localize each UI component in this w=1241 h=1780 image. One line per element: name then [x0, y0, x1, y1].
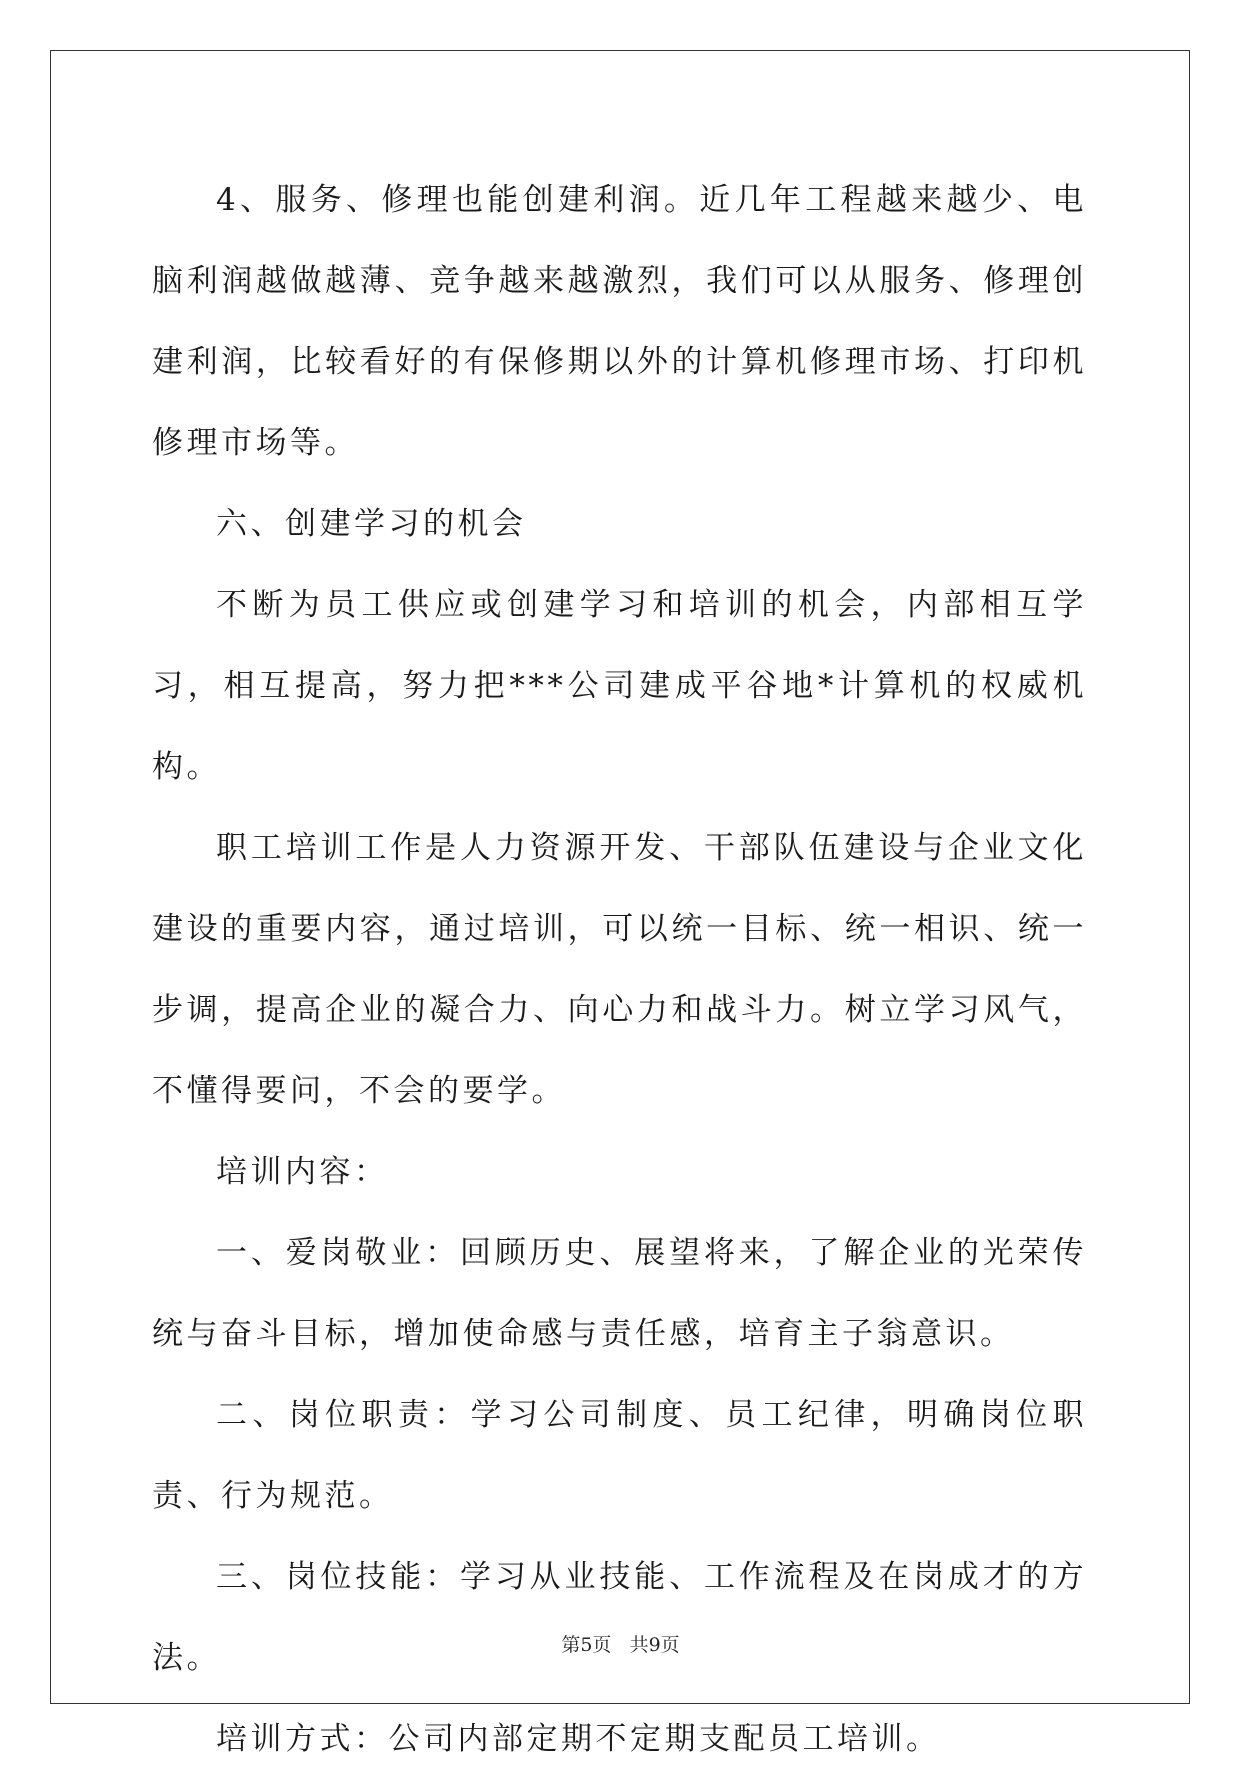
paragraph-training-importance: 职工培训工作是人力资源开发、干部队伍建设与企业文化建设的重要内容，通过培训，可以统一目标、统一相识、统一步调，提高企业的凝合力、向心力和战斗力。树立学习风气，不懂得要问，不会的要学。	[152, 830, 1087, 1109]
training-content-heading: 培训内容：	[216, 1154, 389, 1190]
page-footer	[0, 1630, 1241, 1657]
section-heading-learning: 六、创建学习的机会	[216, 506, 527, 542]
training-item-duties: 二、岗位职责：学习公司制度、员工纪律，明确岗位职责、行为规范。	[152, 1397, 1087, 1514]
page-number: 第5页	[561, 1634, 612, 1656]
training-method: 培训方式：公司内部定期不定期支配员工培训。	[216, 1721, 941, 1757]
training-item-skills: 三、岗位技能：学习从业技能、工作流程及在岗成才的方法。	[152, 1559, 1087, 1676]
training-item-dedication: 一、爱岗敬业：回顾历史、展望将来，了解企业的光荣传统与奋斗目标，增加使命感与责任感，培育主子翁意识。	[152, 1235, 1087, 1352]
document-body	[152, 160, 1087, 1780]
paragraph-learning-opportunity: 不断为员工供应或创建学习和培训的机会，内部相互学习，相互提高，努力把***公司建成平谷地*计算机的权威机构。	[152, 587, 1087, 785]
paragraph-service-repair: 4、服务、修理也能创建利润。近几年工程越来越少、电脑利润越做越薄、竞争越来越激烈，我们可以从服务、修理创建利润，比较看好的有保修期以外的计算机修理市场、打印机修理市场等。	[152, 182, 1087, 461]
page-total: 共9页	[629, 1634, 680, 1656]
